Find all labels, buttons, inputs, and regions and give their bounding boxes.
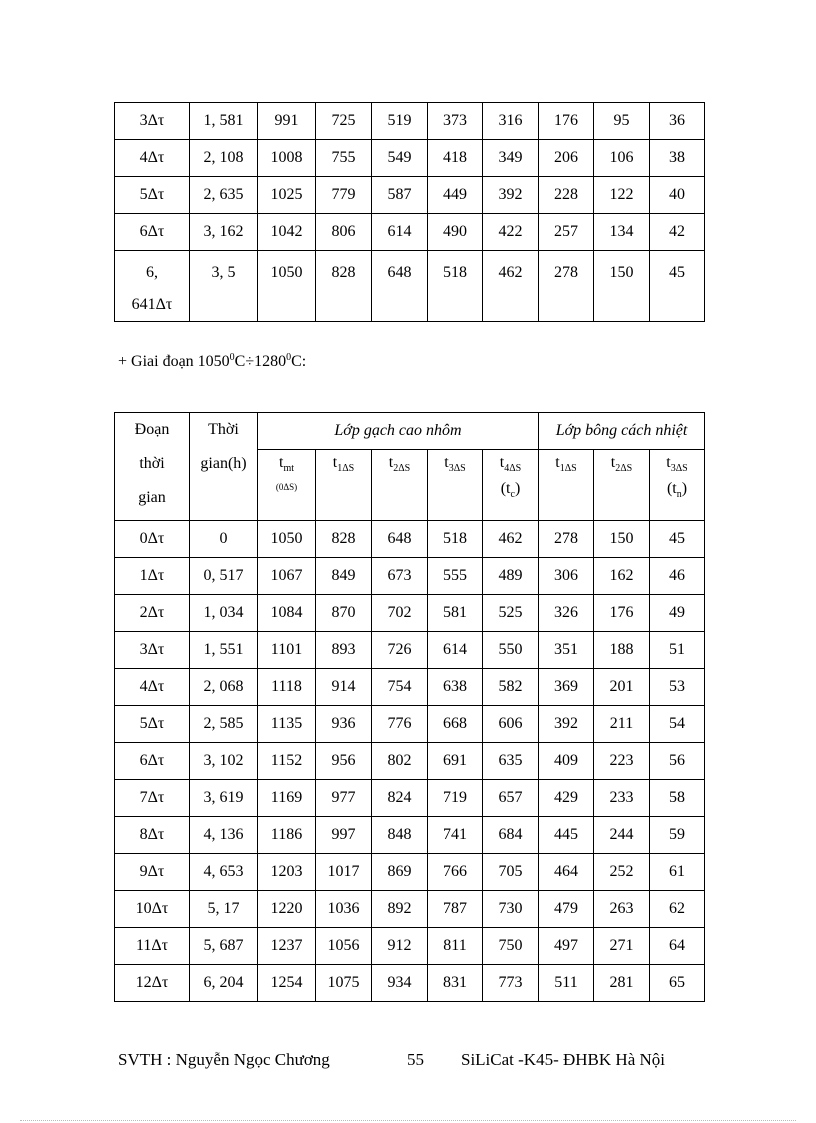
- table-cell: 316: [483, 103, 539, 140]
- table-cell: [190, 251, 258, 322]
- table-cell: 730: [483, 891, 539, 928]
- table1-body: [115, 103, 705, 322]
- table-cell: 65: [650, 965, 705, 1002]
- table-cell: 1008: [258, 140, 316, 177]
- table-cell: 5Δτ: [115, 177, 190, 214]
- table-cell: 134: [594, 214, 650, 251]
- b3-note-open: (t: [666, 480, 677, 497]
- cell-line: 641Δτ: [131, 296, 173, 313]
- table-cell: 550: [483, 632, 539, 669]
- table-cell: 54: [650, 706, 705, 743]
- b3-note-sub: n: [676, 489, 682, 500]
- table-cell: 1067: [258, 558, 316, 595]
- table-cell: 3Δτ: [115, 103, 190, 140]
- table-cell: 648: [372, 521, 428, 558]
- table-cell: 806: [316, 214, 372, 251]
- table-cell: 824: [372, 780, 428, 817]
- cell-text: 828: [331, 264, 356, 281]
- table-cell: 606: [483, 706, 539, 743]
- table-cell: 1017: [316, 854, 372, 891]
- table-cell: [428, 251, 483, 322]
- table-cell: 497: [539, 928, 594, 965]
- table-cell: 392: [539, 706, 594, 743]
- table-cell: [372, 251, 428, 322]
- table-cell: 1025: [258, 177, 316, 214]
- table-row: [115, 632, 705, 669]
- b2-base: t: [610, 454, 616, 471]
- table-cell: 1056: [316, 928, 372, 965]
- table-cell: 912: [372, 928, 428, 965]
- table-cell: 369: [539, 669, 594, 706]
- table-row: [115, 706, 705, 743]
- cell-text: 150: [609, 264, 634, 281]
- t4-note-close: ): [514, 480, 521, 497]
- table-cell: 42: [650, 214, 705, 251]
- b3-note-close: ): [681, 480, 688, 497]
- table-cell: 351: [539, 632, 594, 669]
- table-cell: 1, 581: [190, 103, 258, 140]
- table-cell: 2, 068: [190, 669, 258, 706]
- t4-note-sub: c: [510, 489, 515, 500]
- table-cell: 1Δτ: [115, 558, 190, 595]
- table-cell: 2, 635: [190, 177, 258, 214]
- t1-sub: 1ΔS: [337, 463, 355, 474]
- table-cell: 326: [539, 595, 594, 632]
- table-cell: 1135: [258, 706, 316, 743]
- table-cell: 555: [428, 558, 483, 595]
- table-cell: 828: [316, 521, 372, 558]
- table-cell: 0Δτ: [115, 521, 190, 558]
- table-cell: 95: [594, 103, 650, 140]
- table-cell: 45: [650, 521, 705, 558]
- table-cell: 122: [594, 177, 650, 214]
- table-cell: 3Δτ: [115, 632, 190, 669]
- table-cell: 1084: [258, 595, 316, 632]
- header-doan-thoi-gian: [115, 413, 190, 521]
- table-row: [115, 743, 705, 780]
- table-cell: 773: [483, 965, 539, 1002]
- table-row: [115, 928, 705, 965]
- table-cell: 6Δτ: [115, 743, 190, 780]
- b3-base: t: [666, 454, 671, 471]
- header-doan-l3: gian: [138, 489, 166, 506]
- table-cell: [316, 251, 372, 322]
- table-cell: 977: [316, 780, 372, 817]
- table-cell: 150: [594, 521, 650, 558]
- table-cell: 1152: [258, 743, 316, 780]
- footer-school: SiLiCat -K45- ĐHBK Hà Nội: [461, 1050, 665, 1069]
- t3-sub: 3ΔS: [448, 463, 466, 474]
- header-b3: [650, 450, 705, 521]
- table-cell: 719: [428, 780, 483, 817]
- table-cell: [650, 251, 705, 322]
- table-cell: 893: [316, 632, 372, 669]
- table-cell: [483, 251, 539, 322]
- table-cell: 445: [539, 817, 594, 854]
- t4-note: [483, 480, 538, 500]
- table-cell: 754: [372, 669, 428, 706]
- table-cell: 479: [539, 891, 594, 928]
- table-cell: 59: [650, 817, 705, 854]
- table-cell: 40: [650, 177, 705, 214]
- table-cell: 62: [650, 891, 705, 928]
- table-cell: 776: [372, 706, 428, 743]
- b1-sub: 1ΔS: [559, 463, 577, 474]
- table-cell: 490: [428, 214, 483, 251]
- table-cell: 705: [483, 854, 539, 891]
- table2-body: [115, 413, 705, 1002]
- header-group-insulation: Lớp bông cách nhiệt: [539, 413, 705, 450]
- table-cell: 668: [428, 706, 483, 743]
- table-row: [115, 891, 705, 928]
- table-cell: 831: [428, 965, 483, 1002]
- table-cell: 870: [316, 595, 372, 632]
- b3-note: [650, 480, 704, 500]
- b3-sub: 3ΔS: [670, 463, 688, 474]
- table-cell: 4, 136: [190, 817, 258, 854]
- table-cell: 869: [372, 854, 428, 891]
- cell-line: 6,: [146, 264, 158, 281]
- t4-sub: 4ΔS: [504, 463, 522, 474]
- table-cell: 211: [594, 706, 650, 743]
- table-cell: 725: [316, 103, 372, 140]
- table-cell: 1036: [316, 891, 372, 928]
- table-row: [115, 214, 705, 251]
- table-cell: 673: [372, 558, 428, 595]
- table-cell: 6Δτ: [115, 214, 190, 251]
- table-cell: 755: [316, 140, 372, 177]
- table-cell: 373: [428, 103, 483, 140]
- header-b2: [594, 450, 650, 521]
- cell-text: 648: [387, 264, 412, 281]
- table-cell: 188: [594, 632, 650, 669]
- table-cell: 38: [650, 140, 705, 177]
- table-cell: 429: [539, 780, 594, 817]
- table-cell: 462: [483, 521, 539, 558]
- table-cell: 12Δτ: [115, 965, 190, 1002]
- table-cell: 2Δτ: [115, 595, 190, 632]
- table-cell: 614: [428, 632, 483, 669]
- table-row: [115, 669, 705, 706]
- table-cell: 392: [483, 177, 539, 214]
- table-cell: 271: [594, 928, 650, 965]
- table-cell: 892: [372, 891, 428, 928]
- table-cell: 1075: [316, 965, 372, 1002]
- table-cell: 409: [539, 743, 594, 780]
- table-cell: 4Δτ: [115, 669, 190, 706]
- table-cell: 58: [650, 780, 705, 817]
- table-row: [115, 140, 705, 177]
- cell-text: 45: [669, 264, 685, 281]
- table-cell: 36: [650, 103, 705, 140]
- table-cell: 1042: [258, 214, 316, 251]
- header-tmt: [258, 450, 316, 521]
- table-cell: 936: [316, 706, 372, 743]
- stage-sup1: 0: [229, 352, 235, 363]
- table-cell: 10Δτ: [115, 891, 190, 928]
- table-row: [115, 854, 705, 891]
- t4-note-open: (t: [500, 480, 511, 497]
- table-cell: 11Δτ: [115, 928, 190, 965]
- table-cell: 233: [594, 780, 650, 817]
- t2-base: t: [388, 454, 394, 471]
- table-cell: 61: [650, 854, 705, 891]
- table-row: [115, 595, 705, 632]
- table-cell: 1050: [258, 521, 316, 558]
- table-cell: 638: [428, 669, 483, 706]
- table-row: [115, 177, 705, 214]
- table-cell: 582: [483, 669, 539, 706]
- table-cell: 726: [372, 632, 428, 669]
- table-cell: 46: [650, 558, 705, 595]
- table-cell: 7Δτ: [115, 780, 190, 817]
- table-cell: 2, 585: [190, 706, 258, 743]
- table-cell: 518: [428, 521, 483, 558]
- t2-sub: 2ΔS: [393, 463, 411, 474]
- header-thoi-gian: [190, 413, 258, 521]
- footer-page-number: 55: [407, 1050, 424, 1069]
- table-cell: 702: [372, 595, 428, 632]
- table-row: [115, 521, 705, 558]
- header-doan-l2: thời: [139, 455, 165, 472]
- table-cell: 1254: [258, 965, 316, 1002]
- table-cell: 1118: [258, 669, 316, 706]
- table-cell: 418: [428, 140, 483, 177]
- table-cell: 489: [483, 558, 539, 595]
- table-cell: 8Δτ: [115, 817, 190, 854]
- table-cell: 281: [594, 965, 650, 1002]
- table-cell: 9Δτ: [115, 854, 190, 891]
- header-t3: [428, 450, 483, 521]
- table-cell: 206: [539, 140, 594, 177]
- temperature-table-continued: [114, 102, 705, 322]
- table-cell: 802: [372, 743, 428, 780]
- table-cell: 0, 517: [190, 558, 258, 595]
- table-cell: [115, 251, 190, 322]
- cell-text: 278: [554, 264, 578, 281]
- stage-suffix: C:: [291, 353, 307, 370]
- t1-base: t: [332, 454, 338, 471]
- table-cell: 614: [372, 214, 428, 251]
- table-cell: 511: [539, 965, 594, 1002]
- tmt-note: (0ΔS): [275, 482, 298, 492]
- table-cell: 176: [539, 103, 594, 140]
- table-cell: 3, 619: [190, 780, 258, 817]
- table-cell: 278: [539, 521, 594, 558]
- table-cell: 176: [594, 595, 650, 632]
- table-cell: [539, 251, 594, 322]
- header-doan-l1: Đoạn: [134, 421, 170, 438]
- table-cell: 4, 653: [190, 854, 258, 891]
- table-cell: 1186: [258, 817, 316, 854]
- table-row: [115, 558, 705, 595]
- table-cell: 349: [483, 140, 539, 177]
- header-t2: [372, 450, 428, 521]
- table-cell: 991: [258, 103, 316, 140]
- table-cell: 956: [316, 743, 372, 780]
- cell-text: 3, 5: [211, 264, 236, 281]
- cell-text: 462: [498, 264, 523, 281]
- header-group-brick: Lớp gạch cao nhôm: [258, 413, 539, 450]
- table-cell: [594, 251, 650, 322]
- table-cell: 3, 102: [190, 743, 258, 780]
- table-cell: 934: [372, 965, 428, 1002]
- stage-prefix: + Giai đoạn 1050: [118, 353, 230, 370]
- header-thoi-l1: Thời: [208, 421, 239, 438]
- table-cell: 1220: [258, 891, 316, 928]
- table-cell: 766: [428, 854, 483, 891]
- header-thoi-l2: gian(h): [200, 455, 247, 472]
- table-cell: 422: [483, 214, 539, 251]
- table-cell: 811: [428, 928, 483, 965]
- table-row: [115, 817, 705, 854]
- table-cell: 64: [650, 928, 705, 965]
- table-cell: 1203: [258, 854, 316, 891]
- table-cell: 741: [428, 817, 483, 854]
- tmt-base: t: [278, 454, 284, 471]
- table-cell: 228: [539, 177, 594, 214]
- table-cell: 750: [483, 928, 539, 965]
- table-cell: 657: [483, 780, 539, 817]
- footer-author: SVTH : Nguyễn Ngọc Chương: [118, 1050, 330, 1069]
- table2-header-row-1: [115, 413, 705, 450]
- table-cell: 3, 162: [190, 214, 258, 251]
- cell-text: 518: [443, 264, 467, 281]
- stage-sup2: 0: [286, 352, 292, 363]
- table-cell: 587: [372, 177, 428, 214]
- b1-base: t: [555, 454, 560, 471]
- table-cell: 1101: [258, 632, 316, 669]
- temperature-table-stage: [114, 412, 705, 1002]
- table-cell: 106: [594, 140, 650, 177]
- stage-heading: [118, 352, 306, 371]
- table-cell: 49: [650, 595, 705, 632]
- table-cell: 5Δτ: [115, 706, 190, 743]
- table-cell: 914: [316, 669, 372, 706]
- table-cell: 1169: [258, 780, 316, 817]
- table-row: [115, 103, 705, 140]
- t4-base: t: [499, 454, 505, 471]
- header-b1: [539, 450, 594, 521]
- table-cell: 306: [539, 558, 594, 595]
- table-cell: 244: [594, 817, 650, 854]
- tmt-sub: mt: [283, 463, 294, 474]
- table-cell: 56: [650, 743, 705, 780]
- table-cell: 5, 687: [190, 928, 258, 965]
- table-cell: 849: [316, 558, 372, 595]
- cell-text: 1050: [270, 264, 303, 281]
- table-cell: 449: [428, 177, 483, 214]
- table-cell: 525: [483, 595, 539, 632]
- table-cell: 1237: [258, 928, 316, 965]
- table-cell: 1, 034: [190, 595, 258, 632]
- table-cell: [258, 251, 316, 322]
- table-row: [115, 965, 705, 1002]
- table-cell: 4Δτ: [115, 140, 190, 177]
- table-cell: 635: [483, 743, 539, 780]
- table-cell: 252: [594, 854, 650, 891]
- header-t1: [316, 450, 372, 521]
- stage-mid: C÷1280: [234, 353, 287, 370]
- bottom-dotted-rule: [20, 1120, 796, 1121]
- table-cell: 51: [650, 632, 705, 669]
- table-cell: 223: [594, 743, 650, 780]
- table-cell: 997: [316, 817, 372, 854]
- table-cell: 581: [428, 595, 483, 632]
- table-row: [115, 780, 705, 817]
- table-cell: 1, 551: [190, 632, 258, 669]
- table-cell: 848: [372, 817, 428, 854]
- table-cell: 0: [190, 521, 258, 558]
- table-cell: 464: [539, 854, 594, 891]
- table-cell: 2, 108: [190, 140, 258, 177]
- table-cell: 684: [483, 817, 539, 854]
- table-cell: 263: [594, 891, 650, 928]
- table-cell: 549: [372, 140, 428, 177]
- table-cell: 5, 17: [190, 891, 258, 928]
- table-cell: 691: [428, 743, 483, 780]
- b2-sub: 2ΔS: [615, 463, 633, 474]
- table-cell: 162: [594, 558, 650, 595]
- table-cell: 6, 204: [190, 965, 258, 1002]
- table-row: [115, 251, 705, 322]
- header-t4: [483, 450, 539, 521]
- table-cell: 779: [316, 177, 372, 214]
- t3-base: t: [444, 454, 449, 471]
- table-cell: 787: [428, 891, 483, 928]
- table-cell: 257: [539, 214, 594, 251]
- table-cell: 53: [650, 669, 705, 706]
- table-cell: 519: [372, 103, 428, 140]
- table-cell: 201: [594, 669, 650, 706]
